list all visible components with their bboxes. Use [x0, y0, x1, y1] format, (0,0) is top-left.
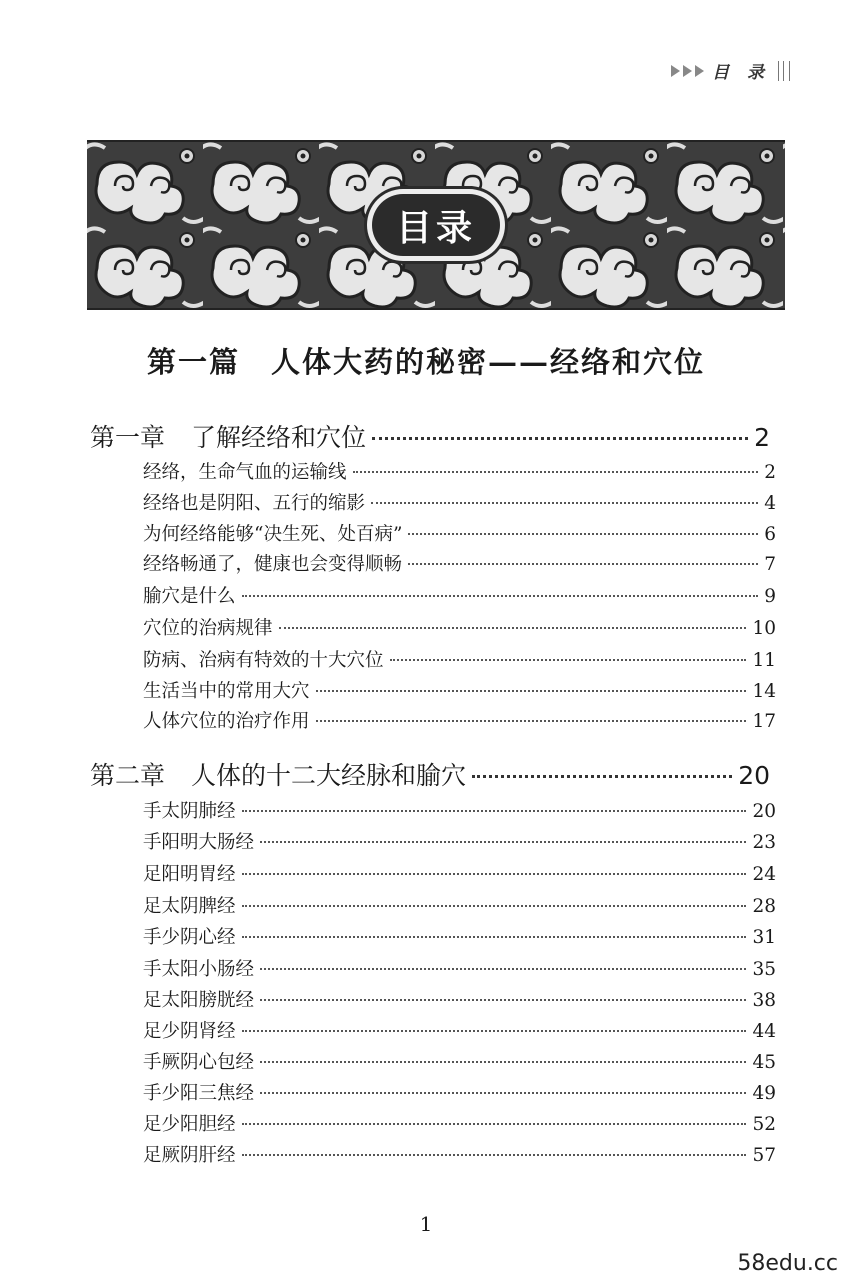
entry-page: 6	[764, 524, 776, 545]
toc-entry[interactable]	[143, 1079, 776, 1107]
entry-page: 20	[752, 801, 776, 822]
toc-entry[interactable]	[143, 550, 776, 578]
toc-entry[interactable]	[143, 1141, 776, 1169]
dot-leader	[260, 841, 746, 843]
toc-entry[interactable]	[143, 923, 776, 951]
entry-page: 45	[752, 1052, 776, 1073]
entry-page: 49	[752, 1083, 776, 1104]
dot-leader	[316, 720, 747, 722]
entry-page: 14	[752, 681, 776, 702]
triple-arrow-icon	[671, 65, 704, 77]
dot-leader	[242, 1030, 747, 1032]
dot-leader	[242, 595, 759, 597]
entry-title: 经络也是阴阳、五行的缩影	[143, 493, 366, 514]
entry-page: 28	[752, 896, 776, 917]
entry-page: 24	[752, 864, 776, 885]
chapter-page: 2	[754, 423, 770, 452]
dot-leader	[260, 968, 746, 970]
toc-entry[interactable]	[143, 1110, 776, 1138]
chapter-heading[interactable]	[90, 756, 770, 792]
entry-title: 人体穴位的治疗作用	[143, 711, 310, 732]
toc-entry[interactable]	[143, 955, 776, 983]
entry-page: 2	[764, 462, 776, 483]
entry-page: 17	[752, 711, 776, 732]
entry-title: 手少阳三焦经	[143, 1083, 255, 1104]
toc-entry[interactable]	[143, 677, 776, 705]
entry-title: 生活当中的常用大穴	[143, 681, 310, 702]
page-number: 1	[419, 1212, 433, 1236]
toc-entry[interactable]	[143, 892, 776, 920]
entry-title: 足厥阴肝经	[143, 1145, 236, 1166]
chapter-number: 第一章	[90, 423, 166, 452]
entry-title: 腧穴是什么	[143, 586, 236, 607]
entry-title: 为何经络能够“决生死、处百病”	[143, 524, 403, 545]
dot-leader	[472, 775, 732, 778]
dot-leader	[408, 563, 758, 565]
entry-page: 9	[764, 586, 776, 607]
part-title: 第一篇 人体大药的秘密——经络和穴位	[146, 345, 705, 379]
entry-page: 52	[752, 1114, 776, 1135]
toc-entry[interactable]	[143, 707, 776, 735]
entry-page: 35	[752, 959, 776, 980]
entry-page: 23	[752, 832, 776, 853]
entry-page: 10	[752, 618, 776, 639]
toc-entry[interactable]	[143, 614, 776, 642]
toc-entry[interactable]	[143, 828, 776, 856]
toc-entry[interactable]	[143, 582, 776, 610]
entry-page: 7	[764, 554, 776, 575]
dot-leader	[260, 1061, 746, 1063]
dot-leader	[260, 1092, 746, 1094]
dot-leader	[242, 873, 747, 875]
toc-entry[interactable]	[143, 1048, 776, 1076]
running-head	[671, 58, 790, 83]
entry-page: 4	[764, 493, 776, 514]
dot-leader	[260, 999, 746, 1001]
entry-title: 经络畅通了，健康也会变得顺畅	[143, 554, 403, 575]
watermark: 58edu.cc	[737, 1251, 838, 1276]
entry-title: 足少阳胆经	[143, 1114, 236, 1135]
entry-title: 手阳明大肠经	[143, 832, 255, 853]
entry-title: 穴位的治病规律	[143, 618, 273, 639]
running-head-text: 目 录	[712, 63, 770, 83]
entry-title: 经络，生命气血的运输线	[143, 462, 347, 483]
toc-entry[interactable]	[143, 986, 776, 1014]
dot-leader	[316, 690, 747, 692]
entry-title: 足阳明胃经	[143, 864, 236, 885]
dot-leader	[390, 659, 747, 661]
dot-leader	[408, 533, 758, 535]
dot-leader	[371, 502, 758, 504]
entry-title: 手厥阴心包经	[143, 1052, 255, 1073]
toc-entry[interactable]	[143, 1017, 776, 1045]
entry-page: 44	[752, 1021, 776, 1042]
vertical-bars-icon	[778, 61, 790, 81]
entry-page: 38	[752, 990, 776, 1011]
decorative-banner	[87, 140, 785, 310]
chapter-page: 20	[738, 761, 770, 790]
dot-leader	[372, 437, 748, 440]
entry-title: 防病、治病有特效的十大穴位	[143, 650, 384, 671]
entry-page: 57	[752, 1145, 776, 1166]
dot-leader	[242, 1154, 747, 1156]
toc-entry[interactable]	[143, 646, 776, 674]
toc-entry[interactable]	[143, 520, 776, 548]
toc-entry[interactable]	[143, 458, 776, 486]
chapter-number: 第二章	[90, 761, 166, 790]
dot-leader	[279, 627, 747, 629]
chapter-title: 人体的十二大经脉和腧穴	[191, 761, 467, 790]
dot-leader	[242, 905, 747, 907]
entry-page: 11	[752, 650, 776, 671]
banner-title: 目录	[372, 194, 500, 256]
toc-entry[interactable]	[143, 860, 776, 888]
entry-title: 足太阴脾经	[143, 896, 236, 917]
dot-leader	[242, 1123, 747, 1125]
dot-leader	[242, 810, 747, 812]
toc-entry[interactable]	[143, 797, 776, 825]
entry-title: 手太阴肺经	[143, 801, 236, 822]
entry-title: 手少阴心经	[143, 927, 236, 948]
entry-title: 足太阳膀胱经	[143, 990, 255, 1011]
entry-page: 31	[752, 927, 776, 948]
chapter-heading[interactable]	[90, 418, 770, 454]
dot-leader	[353, 471, 759, 473]
entry-title: 足少阴肾经	[143, 1021, 236, 1042]
dot-leader	[242, 936, 747, 938]
entry-title: 手太阳小肠经	[143, 959, 255, 980]
chapter-title: 了解经络和穴位	[191, 423, 367, 452]
toc-entry[interactable]	[143, 489, 776, 517]
